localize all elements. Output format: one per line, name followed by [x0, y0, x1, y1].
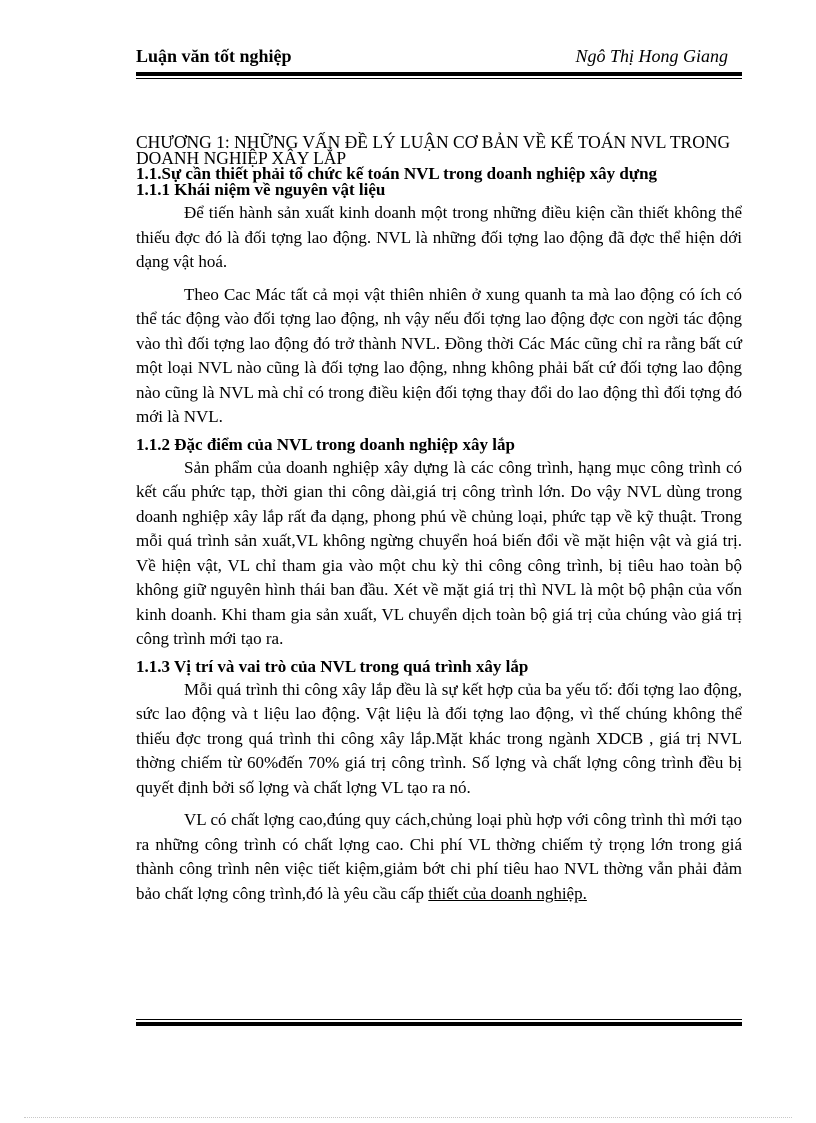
paragraph	[136, 808, 742, 906]
paragraph: Theo Cac Mác tất cả mọi vật thiên nhiên ở xung quanh ta mà lao động có ích có thể tác động vào đối tợng lao động, nh vậy nếu đối tợng lao động đợc con ngời tác động vào thì đối tợng lao động đó trở thành NVL. Đồng thời Các Mác cũng chỉ ra rằng bất cứ một loại NVL nào cũng là đối tợng lao động, nhng không phải bất cứ đối tợng lao động nào cũng là NVL mà chỉ có trong điều kiện đối tợng thay đổi do lao động thì đối tợng đó mới là NVL.	[136, 284, 742, 426]
footer-rule-thin	[136, 1019, 742, 1020]
section-heading-1-1-1: 1.1.1 Khái niệm về nguyên vật liệu	[136, 180, 386, 199]
section-heading-1-1: 1.1.Sự cần thiết phải tổ chức kế toán NVL trong doanh nghiệp xây dựng	[136, 164, 658, 183]
paragraph-tail: thiết của doanh nghiệp.	[428, 883, 587, 903]
section-heading-1-1-3: 1.1.3 Vị trí và vai trò của NVL trong quá trình xây lắp	[136, 656, 529, 676]
footer-rule-thick	[136, 1022, 742, 1026]
header-title: Luận văn tốt nghiệp	[136, 46, 292, 66]
header-author: Ngô Thị Hong Giang	[575, 46, 728, 66]
section-heading-1-1-2: 1.1.2 Đặc điểm của NVL trong doanh nghiệp xây lắp	[136, 434, 515, 454]
page-header	[136, 44, 742, 70]
paragraph: Sản phẩm của doanh nghiệp xây dựng là các công trình, hạng mục công trình có kết cấu phức tạp, thời gian thi công dài,giá trị công trình lớn. Do vậy NVL dùng trong doanh nghiệp xây lắp rất đa dạng, phong phú về chủng loại, phức tạp về kỹ thuật. Trong mỗi quá trình sản xuất,VL không ngừng chuyển hoá biến đổi về mặt hiện vật và giá trị. Về hiện vật, VL chỉ tham gia vào một chu kỳ thi công công trình, bị tiêu hao toàn bộ không giữ nguyên hình thái ban đầu. Xét về mặt giá trị thì NVL là một bộ phận của vốn kinh doanh. Khi tham gia sản xuất, VL chuyển dịch toàn bộ giá trị của chúng vào giá trị công trình mới tạo ra.	[136, 457, 742, 648]
paragraph-gap	[136, 275, 742, 283]
header-rule-thick	[136, 72, 742, 76]
paragraph-text: VL có chất lợng cao,đúng quy cách,chủng loại phù hợp với công trình thì mới tạo ra những công trình có chất lợng cao. Chi phí VL thờng chiếm tỷ trọng lớn trong giá thành công trình nên việc tiết kiệm,giảm bớt chi phí tiêu hao NVL thờng vẫn phải đảm bảo chất lợng công trình,đó là yêu cầu cấp	[136, 810, 742, 903]
header-rule-thin	[136, 78, 742, 79]
page-edge-dotted-line	[24, 1117, 792, 1118]
paragraph-gap	[136, 800, 742, 808]
paragraph: Mỗi quá trình thi công xây lắp đều là sự kết hợp của ba yếu tố: đối tợng lao động, sức lao động và t liệu lao động. Vật liệu là đối tợng lao động, vì thế chúng không thể thiếu đợc trong quá trình thi công xây lắp.Mặt khác trong ngành XDCB , giá trị NVL thờng chiếm từ 60%đến 70% giá trị công trình. Số lợng và chất lợng công trình đều bị quyết định bởi số lợng và chất lợng VL tạo ra nó.	[136, 679, 742, 797]
chapter-title: CHƯƠNG 1: NHỮNG VẤN ĐỀ LÝ LUẬN CƠ BẢN VỀ KẾ TOÁN NVL TRONG DOANH NGHIỆP XÂY LẮP	[136, 132, 731, 168]
paragraph: Để tiến hành sản xuất kinh doanh một trong những điều kiện cần thiết không thể thiếu đợc đó là đối tợng lao động. NVL là những đối tợng lao động đã đợc thể hiện dới dạng vật hoá.	[136, 203, 742, 271]
page-body	[136, 134, 742, 906]
